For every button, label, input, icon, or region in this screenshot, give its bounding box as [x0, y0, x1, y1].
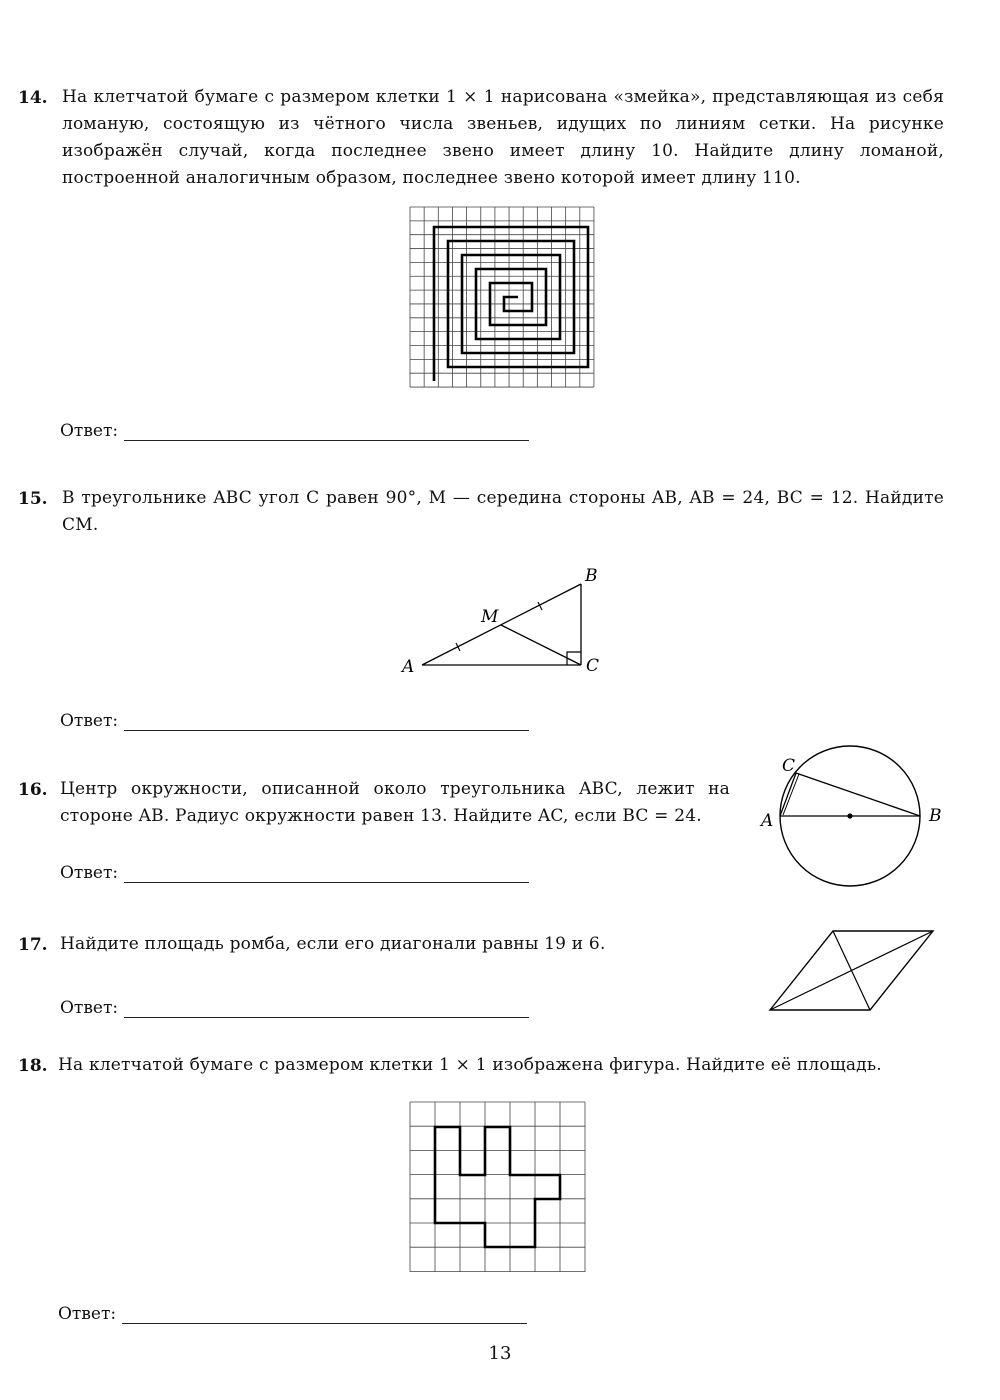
problem-18-answer — [58, 1304, 527, 1324]
label-c: C — [586, 656, 600, 676]
side-bc — [796, 773, 920, 816]
problem-16-text: Центр окружности, описанной около треугольника ABC, лежит на стороне AB. Радиус окружности равен 13. Найдите AC, если BC = 24. — [60, 779, 730, 826]
label-c: C — [782, 756, 796, 776]
answer-line-15[interactable] — [124, 712, 529, 731]
answer-label: Ответ: — [60, 998, 119, 1018]
answer-line-16[interactable] — [124, 864, 529, 883]
side-ac-double — [783, 774, 799, 815]
problem-15-number: 15. — [18, 489, 48, 509]
circle-triangle-figure — [755, 740, 955, 895]
problem-17-answer — [60, 998, 529, 1018]
answer-label: Ответ: — [60, 711, 119, 731]
problem-15-answer — [60, 711, 529, 731]
problem-17-number: 17. — [18, 935, 48, 955]
problem-18-number: 18. — [18, 1056, 48, 1076]
median-cm — [501, 625, 581, 665]
label-m: M — [481, 607, 499, 627]
label-b: B — [929, 806, 942, 826]
label-a: A — [402, 657, 415, 677]
problem-16-number: 16. — [18, 780, 48, 800]
snake-grid-figure — [410, 207, 596, 388]
triangle-abc-figure — [395, 565, 610, 680]
label-a: A — [761, 811, 774, 831]
answer-label: Ответ: — [60, 863, 119, 883]
problem-17-text: Найдите площадь ромба, если его диагонали равны 19 и 6. — [60, 934, 606, 954]
problem-15-text: В треугольнике ABC угол C равен 90°, M — середина стороны AB, AB = 24, BC = 12. Найдите CM. — [62, 488, 944, 535]
problem-14-answer — [60, 421, 529, 441]
answer-line-18[interactable] — [122, 1305, 527, 1324]
answer-line-14[interactable] — [124, 422, 529, 441]
side-ac — [780, 773, 796, 816]
answer-label: Ответ: — [58, 1304, 117, 1324]
diagonal-short — [833, 931, 870, 1010]
answer-line-17[interactable] — [124, 999, 529, 1018]
answer-label: Ответ: — [60, 421, 119, 441]
grid-figure-shape — [410, 1102, 588, 1274]
problem-18-text: На клетчатой бумаге с размером клетки 1 × 1 изображена фигура. Найдите её площадь. — [58, 1055, 882, 1075]
problem-16-answer — [60, 863, 529, 883]
label-b: B — [585, 566, 598, 586]
rhombus-figure — [765, 925, 940, 1015]
figure-outline — [435, 1127, 560, 1247]
problem-14-number: 14. — [18, 88, 48, 108]
center-point — [847, 813, 852, 818]
page-number: 13 — [488, 1343, 512, 1364]
problem-14-text: На клетчатой бумаге с размером клетки 1 × 1 нарисована «змейка», представляющая из себя ломаную, состоящую из чётного числа звеньев, идущих по линиям сетки. На рисунке изображён случай, когда последнее звено имеет длину 10. Найдите длину ломаной, построенной аналогичным образом, последнее звено которой имеет длину 110. — [62, 87, 944, 188]
